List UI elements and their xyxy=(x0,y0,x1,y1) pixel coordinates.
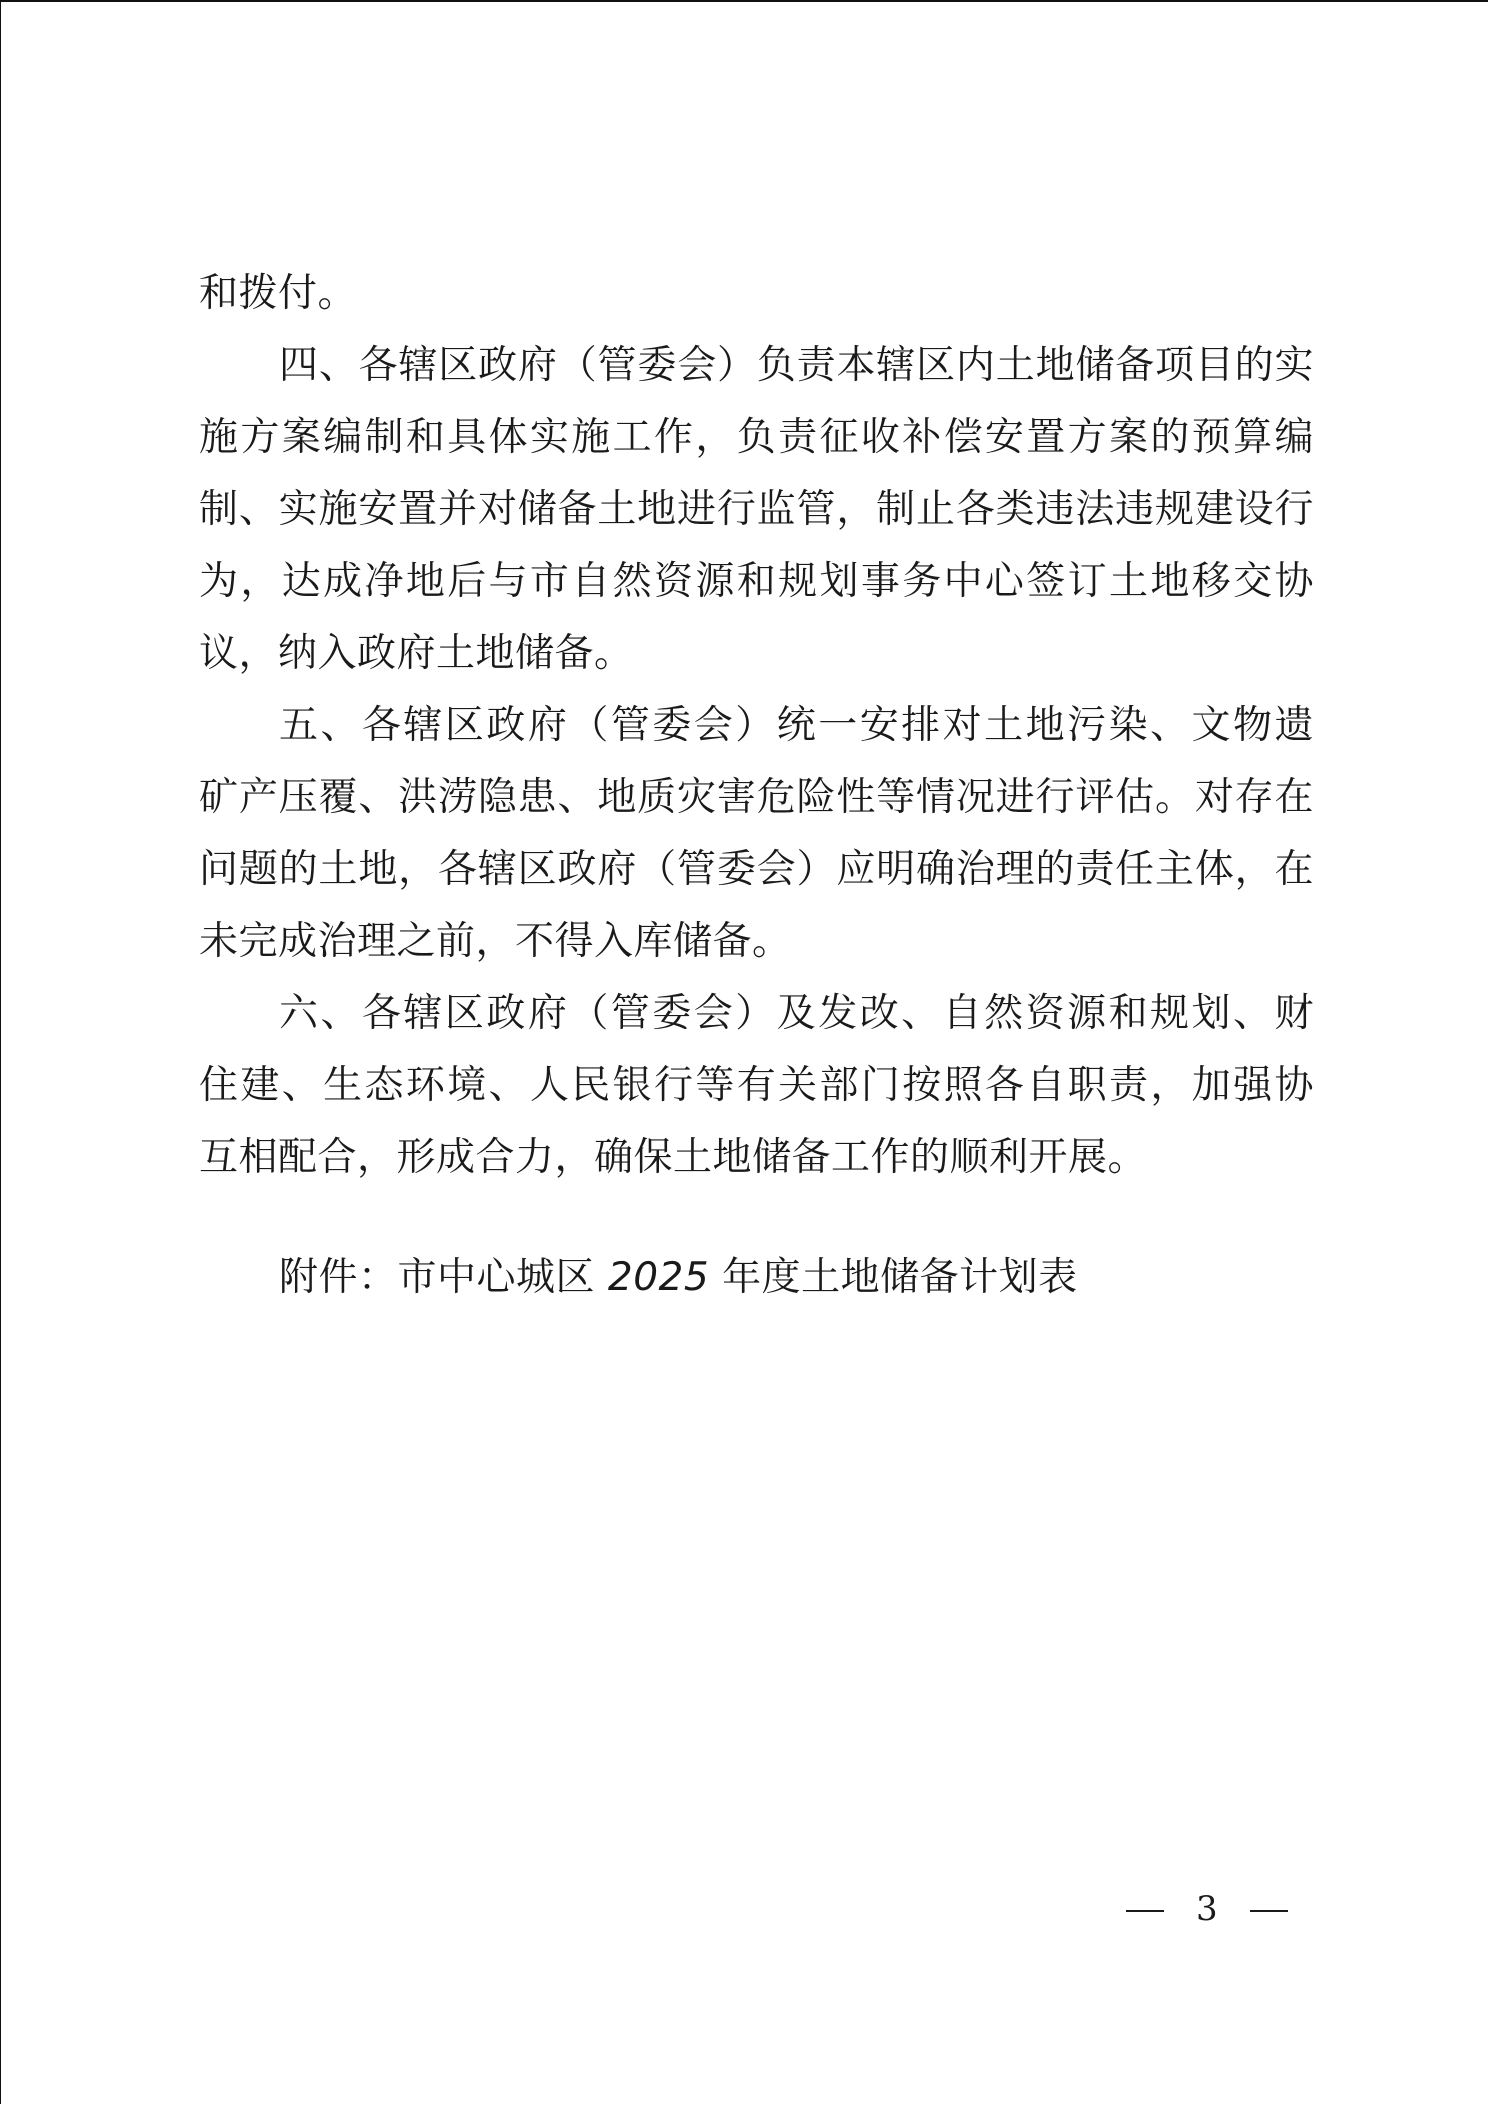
paragraph-6-line-2: 住建、生态环境、人民银行等有关部门按照各自职责，加强协 xyxy=(199,1063,1314,1108)
paragraph-4-line-4: 为，达成净地后与市自然资源和规划事务中心签订土地移交协 xyxy=(199,559,1314,604)
document-body xyxy=(199,258,1314,1314)
attachment-suffix: 年度土地储备计划表 xyxy=(722,1255,1078,1300)
paragraph-5-line-1: 五、各辖区政府（管委会）统一安排对土地污染、文物遗 xyxy=(279,703,1314,748)
attachment-prefix: 附件：市中心城区 xyxy=(279,1255,596,1300)
spacer xyxy=(199,1194,1314,1242)
attachment-year: 2025 xyxy=(607,1255,710,1300)
paragraph-6-line-1: 六、各辖区政府（管委会）及发改、自然资源和规划、财 xyxy=(279,991,1314,1036)
paragraph-5-line-4: 未完成治理之前，不得入库储备。 xyxy=(199,919,792,964)
attachment-line xyxy=(199,1242,1314,1314)
paragraph-3-end: 和拨付。 xyxy=(199,271,358,316)
paragraph-4-line-3: 制、实施安置并对储备土地进行监管，制止各类违法违规建设行 xyxy=(199,487,1314,532)
page-number xyxy=(1126,1884,1288,1934)
paragraph-4-line-5: 议，纳入政府土地储备。 xyxy=(199,631,634,676)
paragraph-5-line-3: 问题的土地，各辖区政府（管委会）应明确治理的责任主体，在 xyxy=(199,847,1314,892)
page-number-dash-right xyxy=(1250,1910,1288,1912)
paragraph-4-line-1: 四、各辖区政府（管委会）负责本辖区内土地储备项目的实 xyxy=(279,343,1314,388)
paragraph-6-line-3: 互相配合，形成合力，确保土地储备工作的顺利开展。 xyxy=(199,1135,1148,1180)
paragraph-4-line-2: 施方案编制和具体实施工作，负责征收补偿安置方案的预算编 xyxy=(199,415,1314,460)
page-number-value: 3 xyxy=(1196,1889,1218,1929)
page-number-dash-left xyxy=(1126,1910,1164,1912)
paragraph-5-line-2: 矿产压覆、洪涝隐患、地质灾害危险性等情况进行评估。对存在 xyxy=(199,775,1314,820)
